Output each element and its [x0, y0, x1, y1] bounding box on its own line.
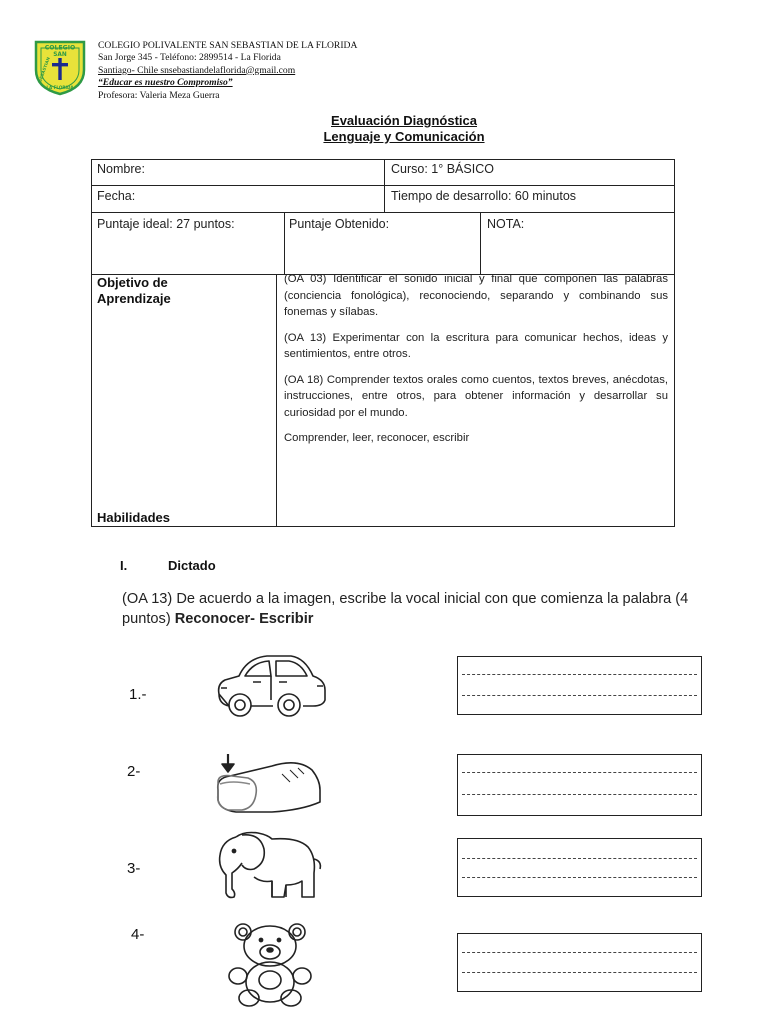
field-puntaje-obtenido: Puntaje Obtenido:: [289, 217, 390, 231]
answer-line: [462, 952, 697, 953]
document-titles: [0, 113, 768, 145]
field-puntaje-ideal: Puntaje ideal: 27 puntos:: [97, 217, 235, 231]
answer-line: [462, 772, 697, 773]
school-name: COLEGIO POLIVALENTE SAN SEBASTIAN DE LA FLORIDA: [98, 40, 358, 51]
answer-box-4[interactable]: [457, 933, 702, 992]
info-table: [91, 159, 675, 527]
item-number-1: 1.-: [129, 686, 147, 703]
answer-line: [462, 877, 697, 878]
answer-line: [462, 674, 697, 675]
logo-text-la-florida: LA FLORIDA: [46, 85, 74, 90]
field-nombre: Nombre:: [97, 162, 145, 176]
field-fecha: Fecha:: [97, 189, 136, 203]
objetivo-label: [97, 275, 171, 307]
logo-text-colegio: COLEGIO: [44, 44, 76, 52]
logo-text-sebastian: SEBASTIAN: [37, 56, 51, 83]
item-number-4: 4-: [131, 926, 145, 943]
table-row-divider: [91, 212, 675, 213]
logo-text-san: SAN: [53, 52, 67, 59]
section-instruction: [122, 589, 722, 629]
item-number-3: 3-: [127, 860, 141, 877]
objetivo-oa13: (OA 13) Experimentar con la escritura para comunicar hechos, ideas y sentimientos, entre otros.: [284, 331, 668, 360]
answer-line: [462, 695, 697, 696]
field-nota: NOTA:: [487, 217, 525, 231]
page-title: Evaluación Diagnóstica: [331, 113, 477, 128]
table-col-divider: [276, 274, 277, 527]
table-col-divider: [480, 212, 481, 274]
answer-line: [462, 858, 697, 859]
table-border: [674, 159, 675, 527]
table-border: [91, 159, 675, 160]
field-curso: Curso: 1° BÁSICO: [391, 162, 494, 176]
teddy-bear-icon: [227, 920, 313, 1013]
table-border: [91, 159, 92, 527]
instruction-text: (OA 13) De acuerdo a la imagen, escribe la vocal inicial con que comienza la palabra (4 puntos): [122, 591, 689, 627]
answer-line: [462, 794, 697, 795]
table-col-divider: [384, 159, 385, 212]
objetivo-oa03: (OA 03) Identificar el sonido inicial y final que componen las palabras (conciencia fonológica), reconociendo, separando y combinando sus fonemas y sílabas.: [284, 273, 668, 318]
school-city-email: Santiago- Chile snsebastiandelaflorida@gmail.com: [98, 64, 296, 76]
answer-box-2[interactable]: [457, 754, 702, 816]
table-row-divider: [91, 185, 675, 186]
objetivo-label-line2: Aprendizaje: [97, 291, 171, 306]
teacher-name: Profesora: Valeria Meza Guerra: [98, 89, 220, 101]
objetivos-text: [284, 271, 668, 456]
school-logo: [34, 40, 86, 96]
answer-box-1[interactable]: [457, 656, 702, 715]
finger-nail-icon: [212, 754, 324, 821]
answer-box-3[interactable]: [457, 838, 702, 897]
answer-line: [462, 972, 697, 973]
objetivo-label-line1: Objetivo de: [97, 275, 168, 290]
page-subtitle: Lenguaje y Comunicación: [323, 129, 485, 144]
school-info: [98, 40, 357, 102]
section-number: I.: [120, 558, 128, 573]
instruction-skills: Reconocer- Escribir: [174, 611, 314, 627]
car-icon: [213, 648, 331, 725]
objetivo-oa18: (OA 18) Comprender textos orales como cuentos, textos breves, anécdotas, instrucciones, entre otros, para obtener información y desarrollar su curiosidad por el mundo.: [284, 373, 668, 419]
table-col-divider: [284, 212, 285, 274]
school-address: San Jorge 345 - Teléfono: 2899514 - La Florida: [98, 52, 281, 64]
item-number-2: 2-: [127, 763, 141, 780]
table-border: [91, 526, 675, 527]
field-tiempo: Tiempo de desarrollo: 60 minutos: [391, 189, 577, 203]
elephant-icon: [214, 829, 326, 908]
section-title: Dictado: [168, 558, 216, 573]
school-motto: “Educar es nuestro Compromiso”: [98, 77, 233, 89]
habilidades-label: Habilidades: [97, 510, 170, 525]
habilidades-text: Comprender, leer, reconocer, escribir: [284, 432, 470, 444]
